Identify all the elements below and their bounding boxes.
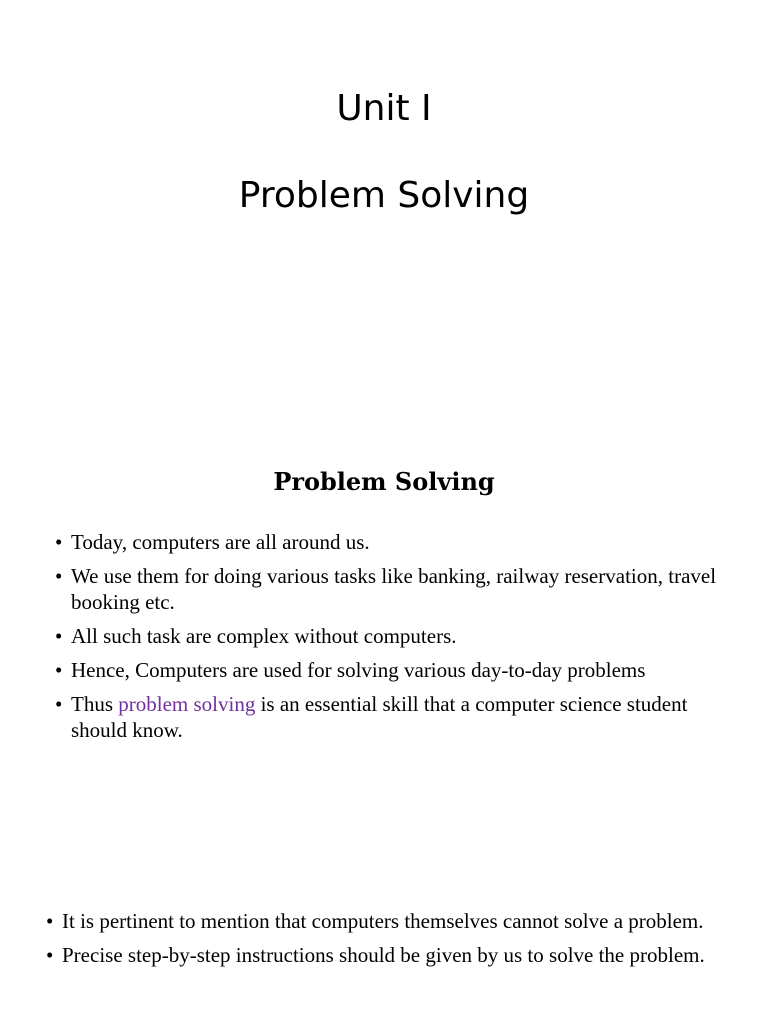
bullet-icon: • [55, 692, 63, 716]
list-item [55, 563, 735, 615]
list-item [55, 529, 735, 555]
highlighted-term: problem solving [118, 692, 256, 716]
list-item [55, 657, 735, 683]
bullet-icon: • [55, 658, 63, 682]
list-item-text: Hence, Computers are used for solving various day-to-day problems [71, 658, 646, 682]
topic-title: Problem Solving [238, 175, 530, 216]
list-item-text: Precise step-by-step instructions should be given by us to solve the problem. [62, 943, 705, 967]
problem-solving-slide [0, 440, 768, 800]
slide-heading: Problem Solving [273, 467, 495, 496]
list-item-text: We use them for doing various tasks like banking, railway reservation, travel booking etc. [71, 564, 717, 614]
list-item [46, 908, 736, 934]
bullet-icon: • [55, 564, 63, 588]
continuation-slide [0, 880, 768, 1024]
list-item-text-after: is an essential skill that a computer science student should know. [71, 692, 688, 742]
unit-title: Unit I [336, 88, 432, 129]
list-item [55, 691, 735, 743]
bullet-list [46, 908, 736, 976]
list-item [46, 942, 736, 968]
bullet-list [55, 529, 735, 751]
bullet-icon: • [46, 909, 54, 933]
bullet-icon: • [46, 943, 54, 967]
list-item-text-before: Thus [71, 692, 119, 716]
bullet-icon: • [55, 530, 63, 554]
title-slide [0, 0, 768, 300]
bullet-icon: • [55, 624, 63, 648]
list-item-text: It is pertinent to mention that computers themselves cannot solve a problem. [62, 909, 704, 933]
list-item-text: Today, computers are all around us. [71, 530, 370, 554]
list-item [55, 623, 735, 649]
list-item-text: All such task are complex without computers. [71, 624, 457, 648]
